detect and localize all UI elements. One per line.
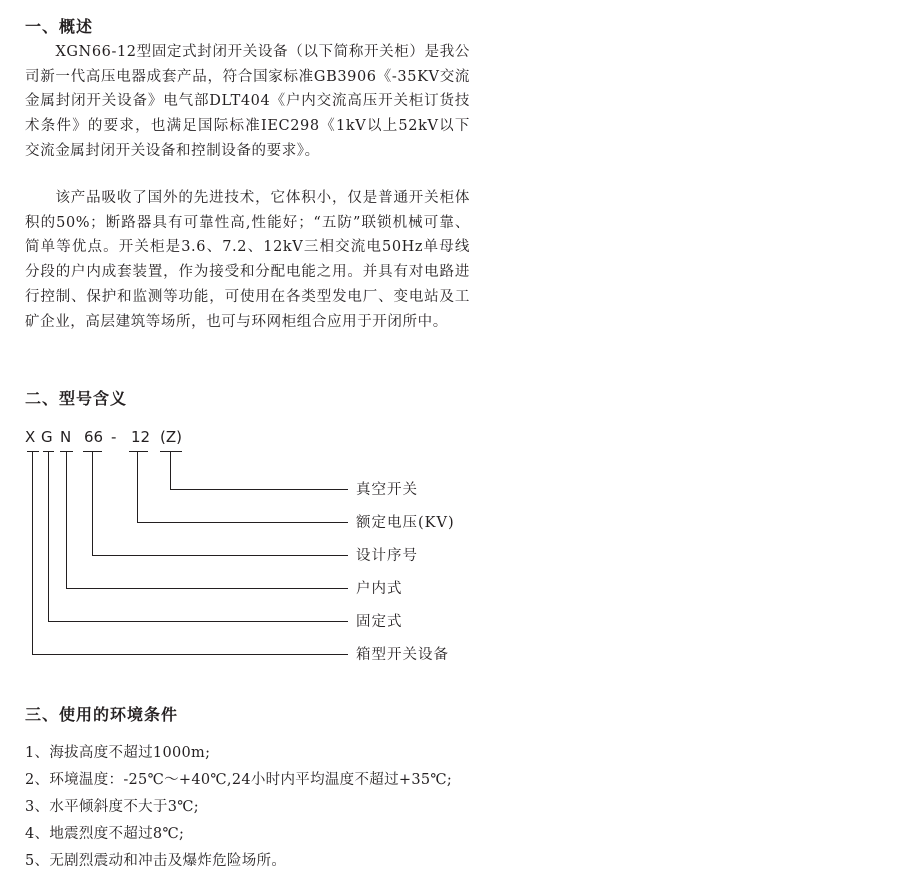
label-fixed: 固定式 [356,614,403,630]
list-item: 3、水平倾斜度不大于3℃; [25,799,199,815]
leader-fixed [49,451,349,622]
leader-vacuum [171,451,349,490]
model-code-vacuum: (Z) [160,428,182,446]
label-design-number: 设计序号 [356,548,418,564]
list-item: 1、海拔高度不超过1000m; [25,745,211,761]
model-code-design: 66 [84,428,104,446]
conditions-list [25,740,452,875]
model-code-g: G [41,428,53,446]
section-heading-overview: 一、概述 [25,17,94,36]
leader-box [33,451,349,655]
label-rated-voltage: 额定电压(KV) [356,515,455,531]
section-heading-model-meaning: 二、型号含义 [25,389,128,408]
overview-paragraph-1: XGN66-12型固定式封闭开关设备（以下简称开关柜）是我公司新一代高压电器成套产品，符合国家标准GB3906《-35KV交流金属封闭开关设备》电气部DLT404《户内交流高压开关柜订货技术条件》的要求，也满足国际标准IEC298《1kV以上52kV以下交流金属封闭开关设备和控制设备的要求》。 [25,44,470,159]
label-vacuum-switch: 真空开关 [356,482,418,498]
overview-paragraph-2: 该产品吸收了国外的先进技术，它体积小，仅是普通开关柜体积的50%；断路器具有可靠性高,性能好；“五防”联锁机械可靠、简单等优点。开关柜是3.6、7.2、12kV三相交流电50Hz单母线分段的户内成套装置，作为接受和分配电能之用。并具有对电路进行控制、保护和监测等功能，可使用在各类型发电厂、变电站及工矿企业，高层建筑等场所，也可与环网柜组合应用于开闭所中。 [25,190,470,330]
leader-design [93,451,349,556]
model-code-n: N [60,428,72,446]
section-heading-conditions: 三、使用的环境条件 [25,705,179,724]
list-item: 4、地震烈度不超过8℃; [25,826,185,842]
list-item: 5、无剧烈震动和冲击及爆炸危险场所。 [25,853,287,869]
label-box-switchgear: 箱型开关设备 [356,647,449,663]
label-indoor: 户内式 [356,581,403,597]
leader-indoor [67,451,349,589]
model-code-x: X [25,428,36,446]
model-code-voltage: 12 [131,428,151,446]
model-code-dash: - [111,428,117,446]
list-item: 2、环境温度：-25℃～+40℃,24小时内平均温度不超过+35℃; [25,772,453,788]
leader-voltage [138,451,349,523]
